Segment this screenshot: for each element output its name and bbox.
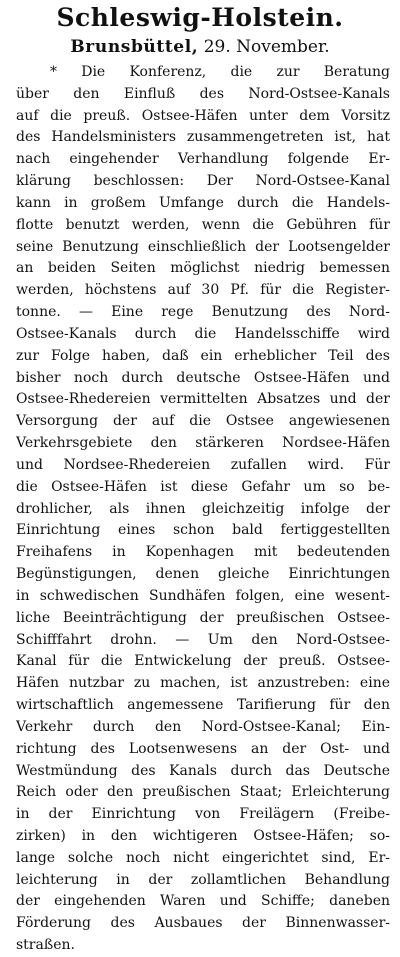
text-line: in der Einrichtung von Freilägern (Freibe- bbox=[16, 806, 390, 823]
text-line: bisher noch durch deutsche Ostsee-Häfen und bbox=[16, 369, 390, 386]
headline: Schleswig-Holstein. bbox=[56, 3, 344, 32]
text-line: Begünstigungen, denen gleiche Einrichtungen bbox=[16, 566, 390, 583]
text-line: * Die Konferenz, die zur Beratung bbox=[50, 64, 390, 80]
text-line: wirtschaftlich angemessene Tarifierung für den bbox=[16, 697, 390, 714]
text-line: an beiden Seiten möglichst niedrig bemessen bbox=[16, 260, 390, 277]
text-line: Freihafens in Kopenhagen mit bedeutenden bbox=[16, 544, 390, 561]
text-line: lange solche noch nicht eingerichtet sind, Er- bbox=[16, 849, 390, 866]
dateline-date: 29. November. bbox=[203, 37, 330, 57]
text-line: Kanal für die Entwickelung der preuß. Ostsee- bbox=[16, 653, 390, 670]
text-line: drohlicher, als ihnen gleichzeitig infolge der bbox=[16, 500, 390, 517]
text-line: Versorgung der auf die Ostsee angewiesenen bbox=[16, 413, 390, 430]
text-line: in schwedischen Sundhäfen folgen, eine wesent- bbox=[16, 587, 390, 604]
text-line: flotte benutzt werden, wenn die Gebühren für bbox=[16, 216, 390, 233]
text-line: tonne. — Eine rege Benutzung des Nord- bbox=[16, 304, 390, 321]
text-line: der eingehenden Waren und Schiffe; daneben bbox=[16, 893, 390, 910]
text-line: des Handelsministers zusammengetreten ist, hat bbox=[16, 129, 390, 146]
text-line: richtung des Lootsenwesens an der Ost- und bbox=[16, 740, 390, 757]
text-line: Schifffahrt drohn. — Um den Nord-Ostsee- bbox=[16, 631, 390, 648]
text-line: zur Folge haben, daß ein erheblicher Teil des bbox=[16, 347, 390, 364]
text-line: auf die preuß. Ostsee-Häfen unter dem Vorsitz bbox=[16, 107, 390, 124]
text-line: über den Einfluß des Nord-Ostsee-Kanals bbox=[16, 85, 390, 102]
text-line: Häfen nutzbar zu machen, ist anzustreben: eine bbox=[16, 675, 390, 692]
text-line: kann in großem Umfange durch die Handels- bbox=[16, 194, 390, 211]
text-line: die Ostsee-Häfen ist diese Gefahr um so be- bbox=[16, 478, 390, 495]
text-line: Förderung des Ausbaues der Binnenwasser- bbox=[16, 915, 390, 932]
text-line: klärung beschlossen: Der Nord-Ostsee-Kanal bbox=[16, 173, 390, 190]
article-body bbox=[16, 62, 390, 957]
text-line: Reich oder den preußischen Staat; Erleichterung bbox=[16, 784, 390, 801]
text-line: straßen. bbox=[16, 937, 75, 954]
text-line: Verkehrsgebiete den stärkeren Nordsee-Häfen bbox=[16, 435, 390, 452]
text-line: liche Beeinträchtigung der preußischen Ostsee- bbox=[16, 609, 390, 626]
text-line: Einrichtung eines schon bald fertiggestellten bbox=[16, 522, 390, 539]
text-line: Ostsee-Kanals durch die Handelsschiffe wird bbox=[16, 325, 390, 342]
text-line: und Nordsee-Rhedereien zufallen wird. Für bbox=[16, 456, 390, 473]
text-line: zirken) in den wichtigeren Ostsee-Häfen; so- bbox=[16, 827, 390, 844]
dateline bbox=[0, 36, 400, 58]
dateline-place: Brunsbüttel, bbox=[70, 37, 199, 57]
text-line: nach eingehender Verhandlung folgende Er- bbox=[16, 151, 390, 168]
text-line: werden, höchstens auf 30 Pf. für die Register- bbox=[16, 282, 390, 299]
text-line: Westmündung des Kanals durch das Deutsche bbox=[16, 762, 390, 779]
text-line: Verkehr durch den Nord-Ostsee-Kanal; Ein- bbox=[16, 718, 390, 735]
text-line: seine Benutzung einschließlich der Lootsengelder bbox=[16, 238, 390, 255]
text-line: Ostsee-Rhedereien vermittelten Absatzes und der bbox=[16, 391, 390, 408]
text-line: leichterung in der zollamtlichen Behandlung bbox=[16, 871, 390, 888]
